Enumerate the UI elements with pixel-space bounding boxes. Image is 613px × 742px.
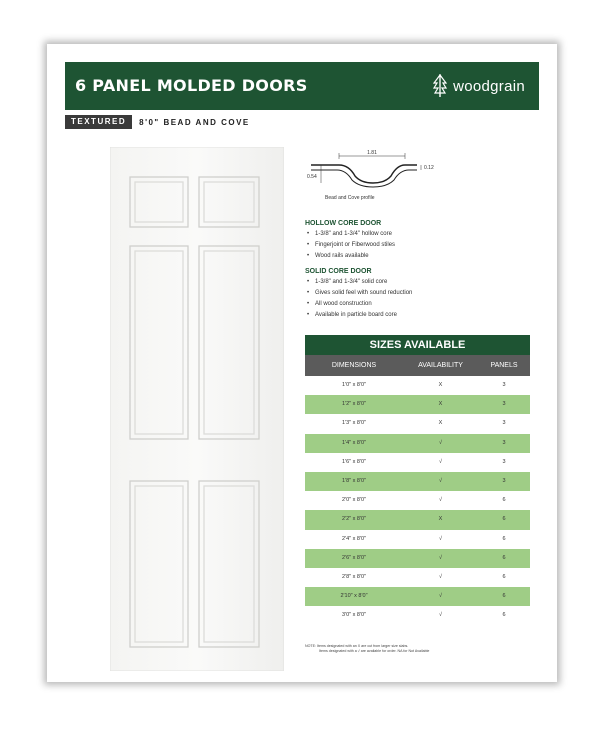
table-row (305, 472, 530, 491)
cell-dimension: 2'10" x 8'0" (340, 593, 368, 600)
cell-dimension: 2'8" x 8'0" (341, 573, 367, 580)
cell-dimension: 1'3" x 8'0" (341, 420, 367, 427)
list-item: • All wood construction (305, 299, 535, 310)
sizes-table (305, 335, 530, 625)
list-item: • 1-3/8" and 1-3/4" solid core (305, 277, 535, 288)
cell-dimension: 2'2" x 8'0" (341, 516, 367, 523)
cell-availability: √ (438, 573, 443, 580)
sizes-title: SIZES AVAILABLE (305, 335, 530, 355)
cell-availability: √ (438, 612, 443, 619)
list-item: • Wood rails available (305, 251, 535, 262)
cell-panels: 6 (502, 612, 506, 619)
footnote (305, 644, 429, 654)
profile-height-label: 0.54 (307, 174, 317, 180)
table-row (305, 376, 530, 395)
table-row (305, 587, 530, 606)
table-row (305, 453, 530, 472)
subheader (65, 115, 250, 129)
table-row (305, 510, 530, 529)
cell-panels: 3 (502, 458, 506, 465)
table-row (305, 549, 530, 568)
table-row (305, 414, 530, 433)
cell-availability: √ (438, 554, 443, 561)
header-banner (65, 62, 539, 110)
table-row (305, 491, 530, 510)
footnote-line-2: Items designated with a √ are available for order. NA for Not Available (319, 649, 430, 653)
specs-section (305, 220, 535, 327)
cell-availability: X (438, 420, 443, 427)
footnote-line-1: NOTE: Items designated with an X are cut from larger size slabs. (305, 644, 409, 648)
texture-tag: TEXTURED (65, 115, 132, 129)
profile-caption: Bead and Cove profile (325, 195, 375, 201)
cell-panels: 3 (502, 420, 506, 427)
table-row (305, 530, 530, 549)
solid-core-heading: SOLID CORE DOOR (305, 268, 372, 275)
solid-core-list (305, 277, 535, 321)
col-availability: AVAILABILITY (418, 362, 463, 369)
door-image (110, 147, 284, 671)
cell-panels: 3 (502, 401, 506, 408)
cell-dimension: 1'4" x 8'0" (341, 439, 367, 446)
cell-availability: √ (438, 497, 443, 504)
cell-panels: 6 (502, 535, 506, 542)
cell-panels: 3 (502, 439, 506, 446)
cell-dimension: 1'0" x 8'0" (341, 382, 367, 388)
cell-dimension: 1'6" x 8'0" (341, 458, 367, 465)
cell-dimension: 1'8" x 8'0" (341, 477, 367, 484)
cell-panels: 6 (502, 554, 506, 561)
cell-panels: 6 (502, 593, 506, 600)
cell-availability: X (438, 382, 443, 388)
table-row (305, 434, 530, 453)
list-item: • Gives solid feel with sound reduction (305, 288, 535, 299)
profile-width-label: 1.81 (367, 150, 377, 156)
cell-availability: X (438, 401, 443, 408)
cell-availability: X (438, 516, 443, 523)
cell-dimension: 2'0" x 8'0" (341, 497, 367, 504)
list-item: • Fingerjoint or Fiberwood stiles (305, 240, 535, 251)
table-row (305, 606, 530, 625)
cell-panels: 3 (502, 382, 506, 388)
hollow-core-heading: HOLLOW CORE DOOR (305, 220, 382, 227)
hollow-core-list (305, 229, 535, 262)
tree-icon (433, 74, 447, 98)
cell-dimension: 3'0" x 8'0" (341, 612, 367, 619)
table-row (305, 395, 530, 414)
cell-panels: 6 (502, 573, 506, 580)
col-dimensions: DIMENSIONS (331, 362, 377, 369)
cell-availability: √ (438, 535, 443, 542)
cell-availability: √ (438, 593, 443, 600)
spec-sheet (47, 44, 557, 682)
page-title: 6 PANEL MOLDED DOORS (75, 76, 308, 95)
cell-availability: √ (438, 458, 443, 465)
cell-dimension: 2'6" x 8'0" (341, 554, 367, 561)
table-row (305, 568, 530, 587)
table-header (305, 355, 530, 376)
brand-logo (433, 72, 525, 100)
cell-availability: √ (438, 439, 443, 446)
list-item: • 1-3/8" and 1-3/4" hollow core (305, 229, 535, 240)
cell-dimension: 2'4" x 8'0" (341, 535, 367, 542)
cell-availability: √ (438, 477, 443, 484)
col-panels: PANELS (490, 362, 518, 369)
cell-dimension: 1'2" x 8'0" (341, 401, 367, 408)
cell-panels: 6 (502, 516, 506, 523)
subheader-text: 8'0" BEAD AND COVE (139, 117, 250, 127)
cell-panels: 3 (502, 477, 506, 484)
cell-panels: 6 (502, 497, 506, 504)
list-item: • Available in particle board core (305, 310, 535, 321)
brand-name: woodgrain (453, 77, 525, 95)
profile-depth-label: 0.12 (424, 165, 434, 171)
